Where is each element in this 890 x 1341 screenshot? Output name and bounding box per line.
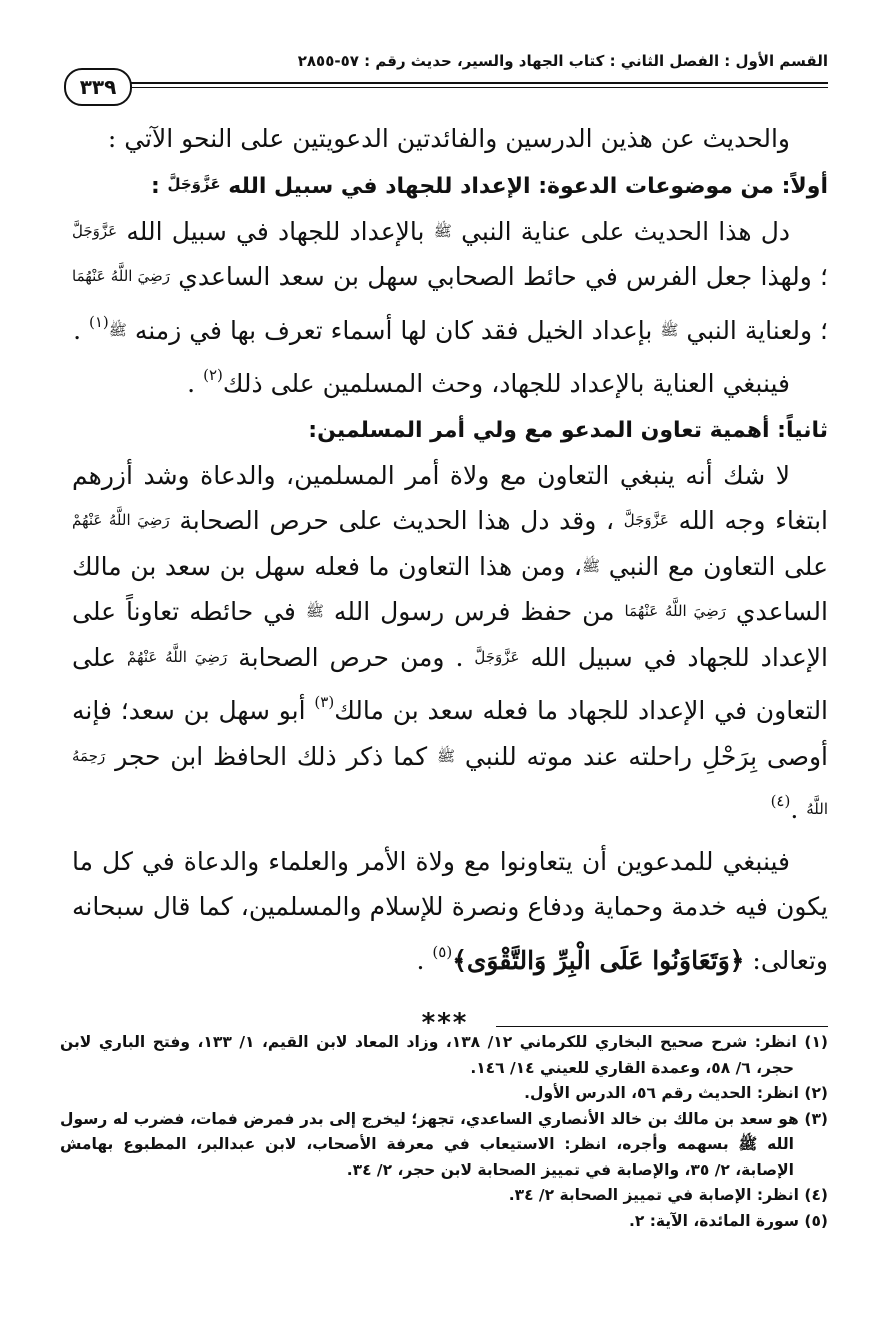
section2-paragraph-2: فينبغي للمدعوين أن يتعاونوا مع ولاة الأمر والعلماء والدعاة في كل ما يكون فيه خدمة وحماية ودفاع ونصرة للإسلام والمسلمين، كما قال سبحانه وتعالى: ﴿وَتَعَاوَنُوا عَلَى الْبِرِّ وَالتَّقْوَى﴾$^{(٥)}$ . [72, 846, 828, 975]
footnote-rule [496, 1026, 828, 1027]
intro-paragraph: والحديث عن هذين الدرسين والفائدتين الدعويتين على النحو الآتي : [107, 124, 790, 153]
footnote-ref-5: (٥) [432, 942, 453, 961]
footnote-ref-2: (٢) [203, 366, 223, 384]
quran-verse: ﴿وَتَعَاوَنُوا عَلَى الْبِرِّ وَالتَّقْوَى﴾ [452, 945, 745, 975]
section-heading-2: ثانياً: أهمية تعاون المدعو مع ولي أمر المسلمين: [308, 417, 828, 443]
running-head-title: القسم الأول : الفصل الثاني : كتاب الجهاد والسير، حديث رقم : ٥٧-٢٨٥٥ [297, 52, 828, 70]
running-header [40, 44, 828, 114]
section2-paragraph-1: لا شك أنه ينبغي التعاون مع ولاة أمر المسلمين، والدعاة وشد أزرهم ابتغاء وجه الله عَزَّوَجَلَّ ، وقد دل هذا الحديث على حرص الصحابة رَضِيَ اللَّهُ عَنْهُمْ على التعاون مع النبي ﷺ، ومن هذا التعاون ما فعله سهل بن سعد بن مالك الساعدي رَضِيَ اللَّهُ عَنْهُمَا من حفظ فرس رسول الله ﷺ في حائطه تعاوناً على الإعداد للجهاد في سبيل الله عَزَّوَجَلَّ . ومن حرص الصحابة رَضِيَ اللَّهُ عَنْهُمْ على التعاون في الإعداد للجهاد ما فعله سعد بن مالك$^{(٣)}$ أبو سهل بن سعد؛ فإنه أوصى بِرَحْلِ راحلته عند موته للنبي ﷺ كما ذكر ذلك الحافظ ابن حجر رَحِمَهُ اللَّهُ .$^{(٤)}$ [72, 460, 829, 824]
footnote-ref-3: (٣) [314, 693, 335, 711]
footnotes [60, 1030, 828, 1234]
footnote-4: (٤) انظر: الإصابة في تمييز الصحابة ٢/ ٣٤. [508, 1186, 828, 1204]
section-heading-1: أولاً: من موضوعات الدعوة: الإعداد للجهاد في سبيل الله عَزَّوَجَلَّ : [150, 173, 828, 199]
footnote-3: (٣) هو سعد بن مالك بن خالد الأنصاري الساعدي، تجهز؛ ليخرج إلى بدر فمرض فمات، فضرب له رسول الله ﷺ بسهمه وأجره، انظر: الاستيعاب في معرفة الأصحاب، لابن عبدالبر، المطبوع بهامش الإصابة، ٢/ ٣٥، والإصابة في تمييز الصحابة لابن حجر، ٢/ ٣٤. [60, 1109, 828, 1179]
footnote-ref-1: (١) [89, 312, 109, 331]
footnote-1: (١) انظر: شرح صحيح البخاري للكرماني ١٢/ ١٣٨، وزاد المعاد لابن القيم، ١/ ١٣٣، وفتح الباري لابن حجر، ٦/ ٥٨، وعمدة القاري للعيني ١٤/ ١٤٦. [60, 1033, 828, 1077]
header-rule [128, 82, 828, 84]
footnote-ref-4: (٤) [770, 792, 791, 810]
footnote-2: (٢) انظر: الحديث رقم ٥٦، الدرس الأول. [524, 1084, 828, 1102]
section-separator: *** [421, 1008, 469, 1038]
main-text [72, 116, 828, 983]
page-number: ٣٣٩ [64, 68, 132, 106]
section1-paragraph-1: دل هذا الحديث على عناية النبي ﷺ بالإعداد للجهاد في سبيل الله عَزَّوَجَلَّ ؛ ولهذا جعل الفرس في حائط الصحابي سهل بن سعد الساعدي رَضِيَ اللَّهُ عَنْهُمَا ؛ ولعناية النبي ﷺ بإعداد الخيل فقد كان لها أسماء تعرف بها في زمنه ﷺ$^{(١)}$ . [72, 216, 828, 345]
section1-paragraph-2: فينبغي العناية بالإعداد للجهاد، وحث المسلمين على ذلك$^{(٢)}$ . [187, 366, 790, 398]
header-rule-thin [128, 87, 828, 88]
footnote-5: (٥) سورة المائدة، الآية: ٢. [628, 1211, 828, 1230]
